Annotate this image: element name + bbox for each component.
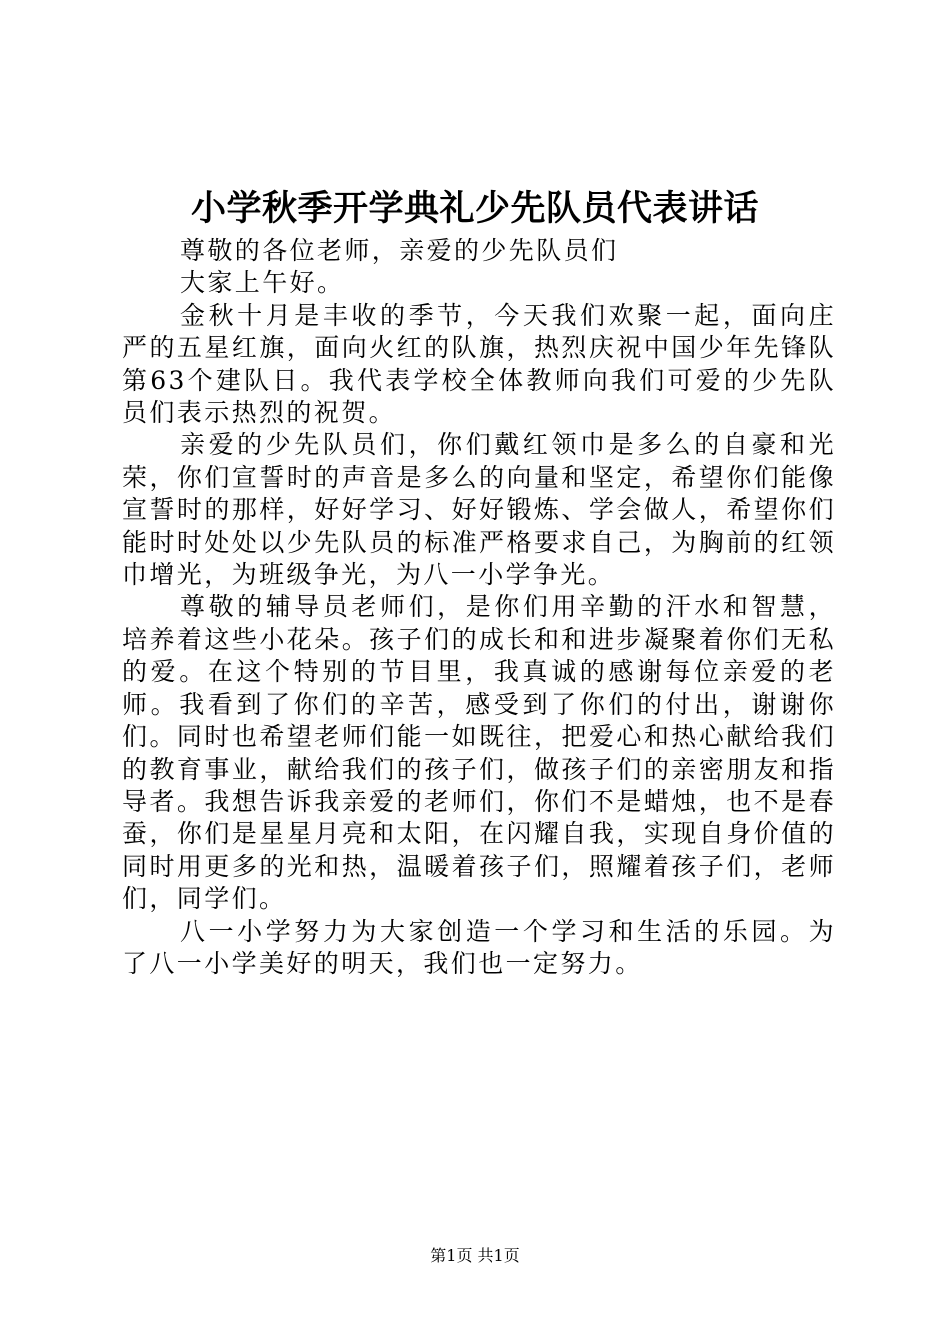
document-title: 小学秋季开学典礼少先队员代表讲话 <box>190 188 759 229</box>
page-number-footer: 第1页 共1页 <box>430 1246 520 1265</box>
body-paragraph-2: 亲爱的少先队员们，你们戴红领巾是多么的自豪和光荣，你们宣誓时的声音是多么的向量和坚定，希望你们能像宣誓时的那样，好好学习、好好锻炼、学会做人，希望你们能时时处处以少先队员的标准严格要求自己，为胸前的红领巾增光，为班级争光，为八一小学争光。 <box>122 430 836 590</box>
salutation-paragraph: 尊敬的各位老师，亲爱的少先队员们 <box>180 236 619 265</box>
document-body <box>122 235 836 980</box>
greeting-paragraph: 大家上午好。 <box>180 268 345 298</box>
closing-paragraph: 八一小学努力为大家创造一个学习和生活的乐园。为了八一小学美好的明天，我们也一定努力。 <box>122 916 836 978</box>
body-paragraph-3: 尊敬的辅导员老师们，是你们用辛勤的汗水和智慧，培养着这些小花朵。孩子们的成长和和进步凝聚着你们无私的爱。在这个特别的节目里，我真诚的感谢每位亲爱的老师。我看到了你们的辛苦，感受到了你们的付出，谢谢你们。同时也希望老师们能一如既往，把爱心和热心献给我们的教育事业，献给我们的孩子们，做孩子们的亲密朋友和指导者。我想告诉我亲爱的老师们，你们不是蜡烛，也不是春蚕，你们是星星月亮和太阳，在闪耀自我，实现自身价值的同时用更多的光和热，温暖着孩子们，照耀着孩子们，老师们，同学们。 <box>122 592 836 914</box>
body-paragraph-1: 金秋十月是丰收的季节，今天我们欢聚一起，面向庄严的五星红旗，面向火红的队旗，热烈庆祝中国少年先锋队第63个建队日。我代表学校全体教师向我们可爱的少先队员们表示热烈的祝贺。 <box>122 300 836 428</box>
